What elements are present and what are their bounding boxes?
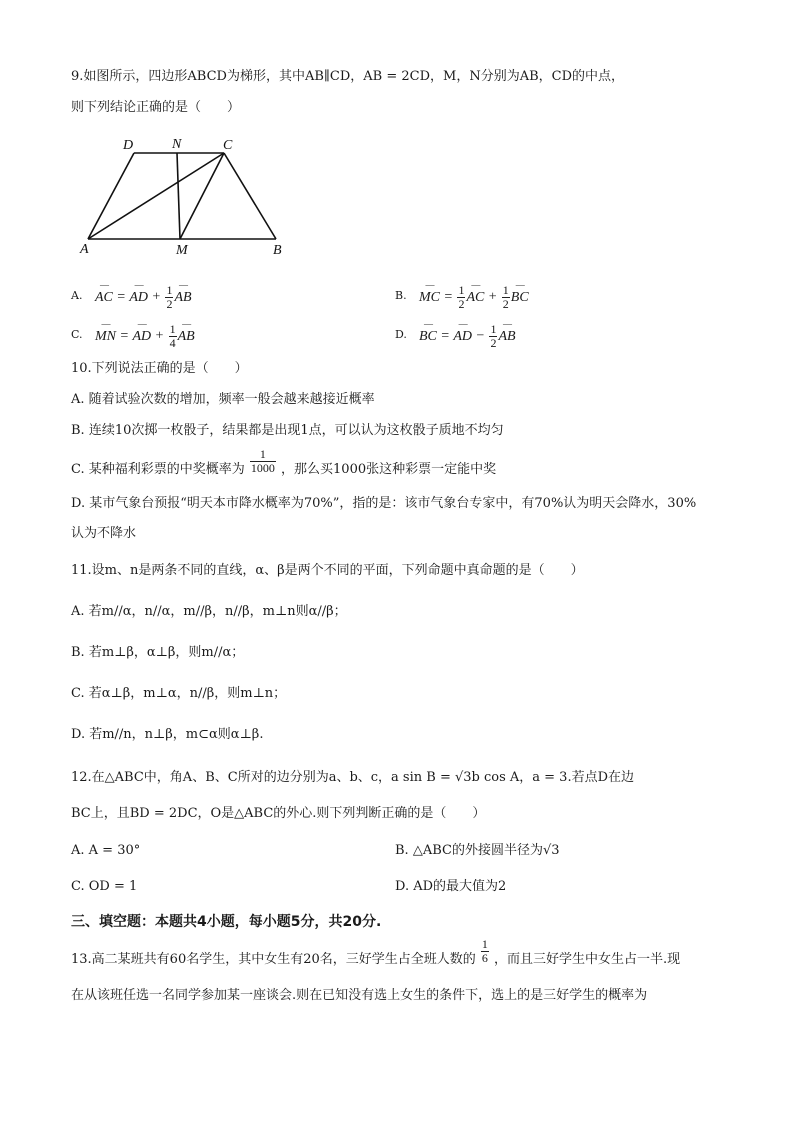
label-C: C [223,138,233,153]
q10-option-a[interactable]: A. 随着试验次数的增加，频率一般会越来越接近概率 [71,392,375,407]
q10-option-c[interactable] [71,448,496,480]
q10-option-c-post: ，那么买1000张这种彩票一定能中奖 [281,462,497,477]
q11-option-a[interactable]: A. 若m//α，n//α，m//β，n//β，m⊥n则α//β； [71,604,347,619]
q10-option-d-line2: 认为不降水 [71,526,137,541]
label-N: N [172,137,182,152]
q10-option-c-num: 1 [250,448,276,462]
edge-CB [224,153,276,239]
q10-option-c-pre: C. 某种福利彩票的中奖概率为 [71,462,245,477]
segment-MN [177,153,180,239]
q12-option-c[interactable]: C. OD = 1 [71,879,138,894]
q13-line1 [71,938,680,970]
q9-stem-line2: 则下列结论正确的是（ ） [71,100,241,115]
section-3-title: 三、填空题：本题共4小题，每小题5分，共20分. [71,914,382,930]
q13-frac-num: 1 [481,937,488,951]
label-D: D [123,138,134,153]
edge-AD [88,153,134,239]
q13-line1-pre: 13.高二某班共有60名学生，其中女生有20名，三好学生占全班人数的 [71,952,476,967]
q11-option-c[interactable]: C. 若α⊥β，m⊥α，n//β，则m⊥n； [71,686,287,701]
q9-stem-line1-text: 9.如图所示，四边形ABCD为梯形，其中AB∥CD，AB = 2CD，M，N分别为AB，CD的中点， [71,69,625,84]
q10-option-c-den: 1000 [250,461,275,475]
label-A: A [80,242,89,257]
q12-option-a[interactable]: A. A = 30° [71,843,141,858]
q10-option-d-line1[interactable]: D. 某市气象台预报“明天本市降水概率为70%”，指的是：该市气象台专家中，有70%认为明天会降水，30% [71,496,697,511]
q13-frac-den: 6 [481,951,488,965]
q10-stem: 10.下列说法正确的是（ ） [71,361,248,376]
q13-line1-post: ，而且三好学生中女生占一半.现 [494,952,681,967]
segment-MC [180,153,224,239]
q11-option-b[interactable]: B. 若m⊥β，α⊥β，则m//α； [71,645,245,660]
q12-stem-line2: BC上，且BD = 2DC，O是△ABC的外心.则下列判断正确的是（ ） [71,806,486,821]
q10-option-b[interactable]: B. 连续10次掷一枚骰子，结果都是出现1点，可以认为这枚骰子质地不均匀 [71,423,504,438]
q9-stem-line1 [71,69,624,85]
label-M: M [176,243,188,258]
label-B: B [273,243,282,258]
q12-stem-line1: 12.在△ABC中，角A、B、C所对的边分别为a、b、c，a sin B = √3b cos A，a = 3.若点D在边 [71,770,635,785]
q12-option-b[interactable]: B. △ABC的外接圆半径为√3 [395,843,560,858]
q12-option-d[interactable]: D. AD的最大值为2 [395,879,507,894]
q11-option-d[interactable]: D. 若m//n，n⊥β，m⊂α则α⊥β. [71,727,264,742]
q11-stem: 11.设m、n是两条不同的直线，α、β是两个不同的平面，下列命题中真命题的是（ ） [71,563,584,578]
q13-line2: 在从该班任选一名同学参加某一座谈会.则在已知没有选上女生的条件下，选上的是三好学生的概率为 [71,988,648,1003]
trapezoid-figure [78,134,288,260]
segment-AC [88,153,224,239]
